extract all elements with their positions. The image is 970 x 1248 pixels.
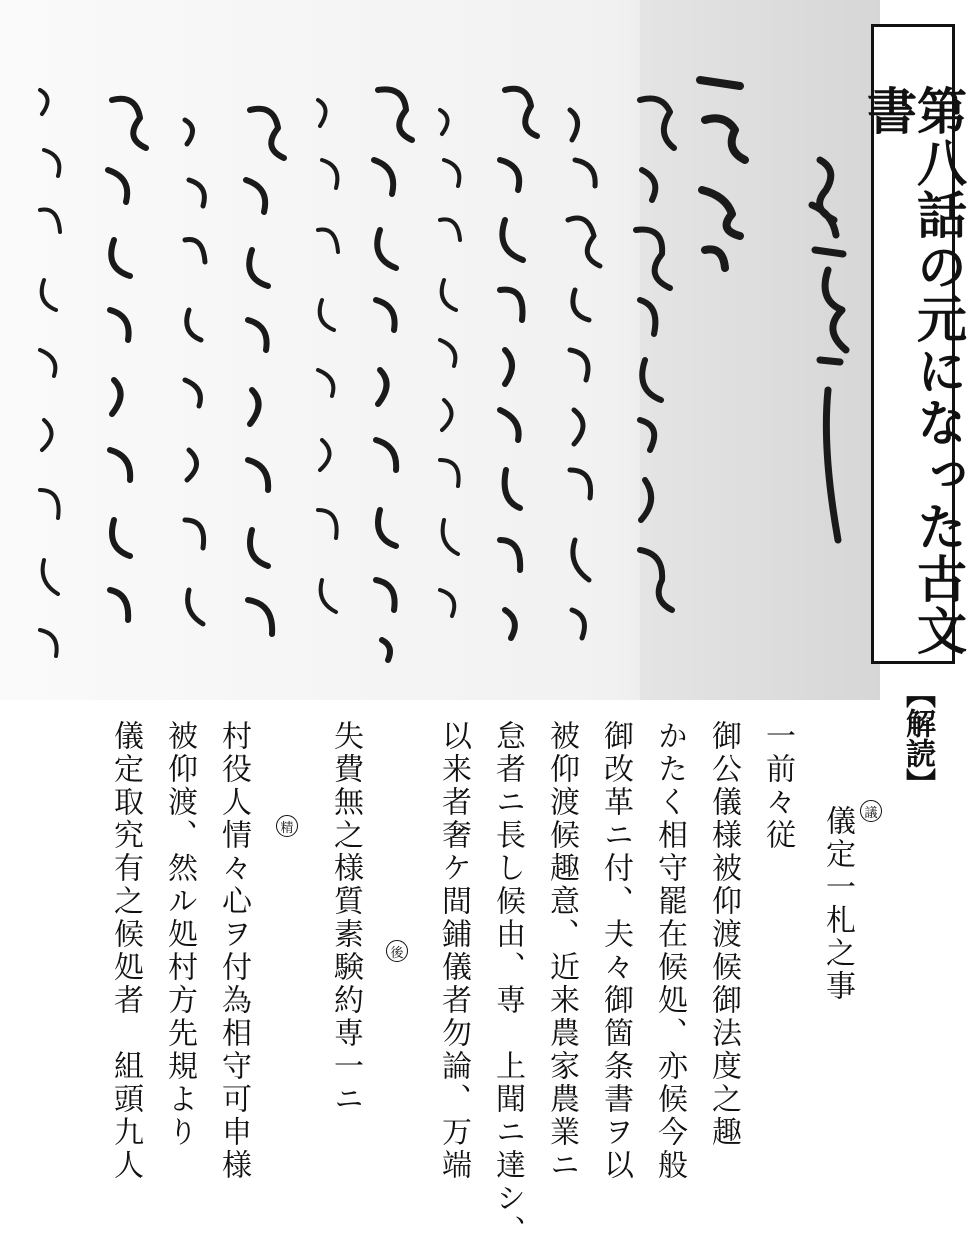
annotation-nochi: 後 (386, 940, 408, 962)
transcription-line-10: 村役人情々心ヲ付為相守可申様 (216, 720, 251, 1182)
annotation-sei: 精 (276, 815, 298, 837)
annotation-gi: 議 (860, 800, 882, 822)
transcription-line-9: 失費無之様質素験約専一ニ (328, 720, 363, 1116)
transcription-line-4: かたく相守罷在候処、亦候今般 (652, 720, 687, 1182)
transcription-line-6: 被仰渡候趣意、近来農家農業ニ (544, 720, 579, 1182)
transcription-line-8: 以来者奢ケ間鋪儀者勿論、万端 (436, 720, 471, 1182)
transcription-line-5: 御改革ニ付、夫々御箇条書ヲ以 (598, 720, 633, 1182)
transcription-line-1: 儀定一札之事 (820, 805, 855, 1003)
transcription-line-7: 怠者ニ長し候由、専 上聞ニ達シ、 (490, 720, 525, 1248)
section-label: 【解読】 (900, 678, 935, 798)
title-box (859, 24, 967, 664)
transcription-line-12: 儀定取究有之候処者 組頭九人 (108, 720, 143, 1182)
page-title: 第八話の元になった古文書 (859, 85, 967, 657)
transcription-line-3: 御公儀様被仰渡候御法度之趣 (706, 720, 741, 1149)
transcription-line-2: 一前々従 (760, 720, 795, 852)
transcription-line-11: 被仰渡、然ル処村方先規より (162, 720, 197, 1149)
